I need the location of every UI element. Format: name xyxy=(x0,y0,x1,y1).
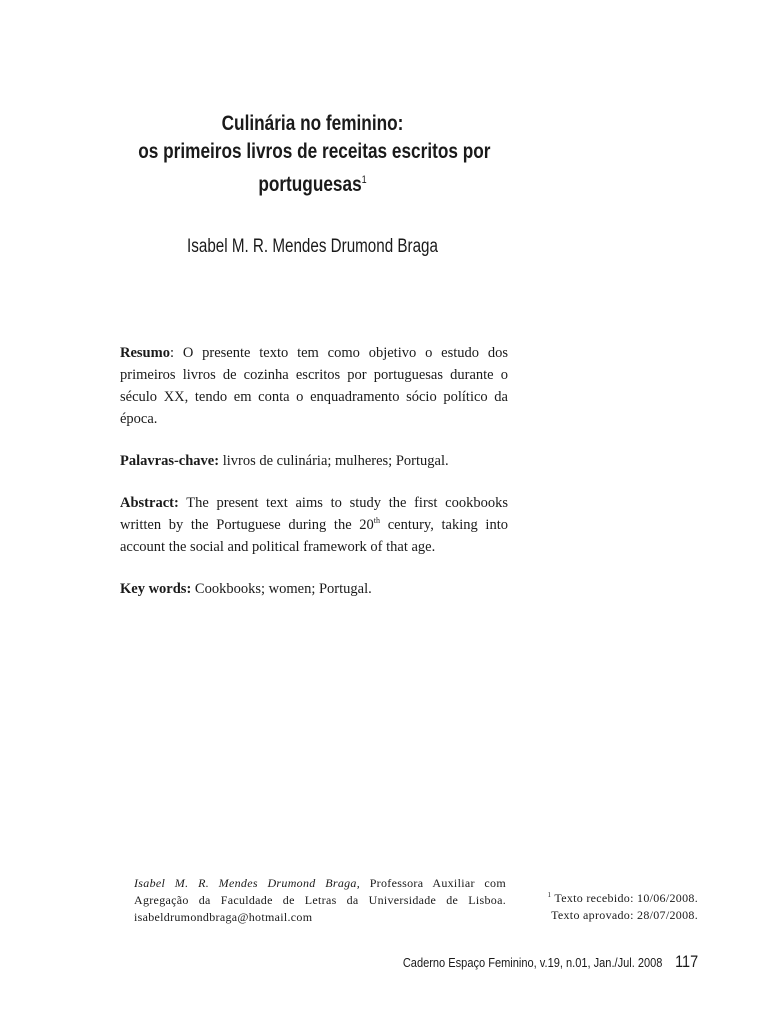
resumo-label: Resumo xyxy=(120,345,170,361)
article-title xyxy=(138,110,491,199)
title-line-3 xyxy=(138,166,487,199)
palavras-chave-paragraph xyxy=(120,450,508,472)
resumo-text: : O presente texto tem como objetivo o estudo dos primeiros livros de cozinha escritos por portuguesas durante o século XX, tendo em conta o enquadramento sócio político da época. xyxy=(120,345,508,427)
abstract-paragraph xyxy=(120,492,508,558)
page-footer xyxy=(357,952,698,972)
journal-citation: Caderno Espaço Feminino, v.19, n.01, Jan./Jul. 2008 xyxy=(402,955,663,970)
title-footnote-mark: 1 xyxy=(361,174,367,186)
keywords-label: Key words: xyxy=(120,581,192,597)
author-note xyxy=(134,875,506,926)
page-number: 117 xyxy=(674,952,698,971)
abstract-superscript: th xyxy=(373,516,381,525)
title-line-2: os primeiros livros de receitas escritos por xyxy=(138,140,491,163)
received-date xyxy=(520,890,698,907)
submission-dates xyxy=(520,890,698,924)
keywords-text: Cookbooks; women; Portugal. xyxy=(191,581,372,597)
approved-date: Texto aprovado: 28/07/2008. xyxy=(551,908,698,922)
palavras-chave-text: livros de culinária; mulheres; Portugal. xyxy=(219,453,449,469)
author-name: Isabel M. R. Mendes Drumond Braga xyxy=(187,236,438,257)
resumo-paragraph xyxy=(120,342,508,430)
palavras-chave-label: Palavras-chave: xyxy=(120,453,220,469)
abstract-text-post: century, taking into account the social and political framework of that age. xyxy=(120,517,508,555)
author-note-affiliation: Professora Auxiliar com Agregação da Faculdade de Letras da Universidade de Lisboa. isabeldrumondbraga@hotmail.com xyxy=(134,876,506,924)
abstract-label: Abstract: xyxy=(120,495,179,511)
dates-footnote-mark: 1 xyxy=(547,891,552,899)
received-date-text: Texto recebido: 10/06/2008. xyxy=(551,891,698,905)
title-line-1: Culinária no feminino: xyxy=(221,112,404,135)
author-note-name: Isabel M. R. Mendes Drumond Braga, xyxy=(134,876,361,890)
abstract-text-pre: The present text aims to study the first cookbooks written by the Portuguese during the 20 xyxy=(120,495,508,533)
title-line-3-text: portuguesas xyxy=(258,173,362,196)
keywords-paragraph xyxy=(120,578,508,600)
abstract-section xyxy=(120,342,508,620)
